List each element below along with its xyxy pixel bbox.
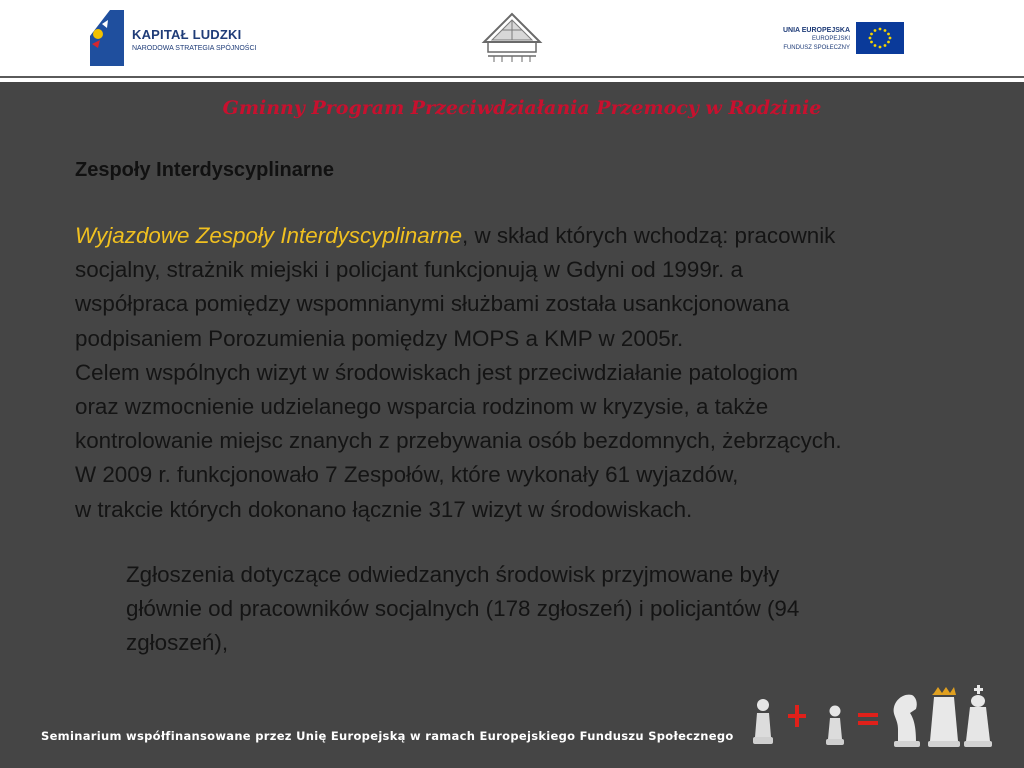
equals-icon: [858, 713, 878, 725]
pawn-icon: [826, 706, 844, 746]
kapital-ludzki-title: KAPITAŁ LUDZKI: [132, 27, 242, 42]
eu-logo-line1: UNIA EUROPEJSKA: [782, 27, 850, 34]
house-icon: [480, 12, 544, 64]
kapital-ludzki-subtitle: NARODOWA STRATEGIA SPÓJNOŚCI: [132, 45, 257, 52]
eu-logo: [780, 20, 904, 56]
indented-line: Zgłoszenia dotyczące odwiedzanych środowisk przyjmowane były: [126, 562, 780, 587]
paragraph-line: W 2009 r. funkcjonowało 7 Zespołów, które wykonały 61 wyjazdów,: [75, 462, 739, 488]
indented-paragraph: [126, 558, 946, 661]
paragraph-line: w trakcie których dokonano łącznie 317 wizyt w środowiskach.: [75, 496, 693, 522]
section-heading: Zespoły Interdyscyplinarne: [75, 159, 334, 181]
indented-line: głównie od pracowników socjalnych (178 zgłoszeń) i policjantów (94: [126, 596, 800, 622]
paragraph-line: kontrolowanie miejsc znanych z przebywania osób bezdomnych, żebrzących.: [75, 428, 842, 454]
eu-logo-line3: FUNDUSZ SPOŁECZNY: [783, 45, 850, 51]
king-icon: [964, 685, 992, 747]
program-title: Gminny Program Przeciwdziałania Przemocy w Rodzinie: [222, 97, 822, 119]
paragraph-line: podpisaniem Porozumienia pomiędzy MOPS a KMP w 2005r.: [75, 325, 684, 351]
knight-icon: [894, 695, 920, 747]
paragraph-line: Celem wspólnych wizyt w środowiskach jest przeciwdziałanie patologiom: [75, 359, 799, 385]
indented-line: zgłoszeń),: [126, 630, 229, 656]
kapital-ludzki-emblem-icon: [88, 10, 124, 66]
eu-logo-line2: EUROPEJSKI: [811, 36, 850, 42]
paragraph-line-text: , w skład których wchodzą: pracownik: [462, 223, 836, 248]
footer-caption: Seminarium współfinansowane przez Unię Europejską w ramach Europejskiego Funduszu Społecznego: [41, 729, 734, 743]
plus-icon: [788, 705, 806, 727]
queen-icon: [928, 687, 960, 747]
paragraph-line: współpraca pomiędzy wspomnianymi służbami została usankcjonowana: [75, 291, 790, 317]
paragraph-line: oraz wzmocnienie udzielanego wsparcia rodzinom w kryzysie, a także: [75, 394, 769, 420]
body-paragraph: [75, 219, 965, 527]
kapital-ludzki-logo: [88, 10, 258, 66]
highlighted-phrase: Wyjazdowe Zespoły Interdyscyplinarne: [75, 223, 463, 248]
slide-content: [0, 82, 1024, 768]
paragraph-line: socjalny, strażnik miejski i policjant funkcjonują w Gdyni od 1999r. a: [75, 257, 743, 283]
paragraph-line: [75, 219, 965, 253]
pawn-icon: [753, 699, 773, 744]
chess-pieces-graphic: [748, 685, 1000, 753]
eu-flag-icon: [856, 22, 904, 54]
header-bar: [0, 0, 1024, 76]
